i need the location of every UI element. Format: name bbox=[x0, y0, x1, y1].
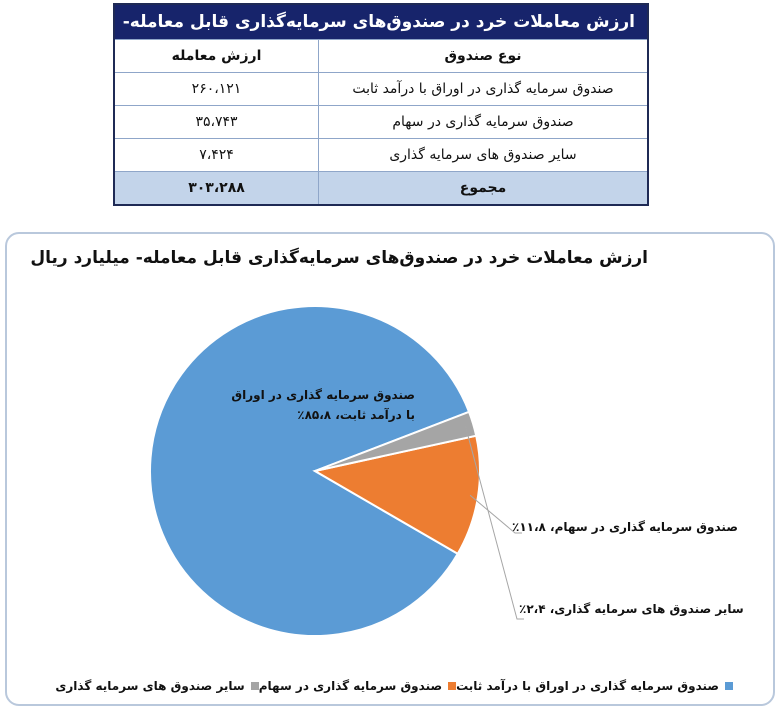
row-fund-type: صندوق سرمایه گذاری در اوراق با درآمد ثابت bbox=[318, 73, 647, 105]
slice-label-other-funds: سایر صندوق های سرمایه گذاری، ۲،۴٪ bbox=[519, 602, 744, 616]
total-value: ۳۰۳،۲۸۸ bbox=[188, 180, 245, 196]
legend-swatch bbox=[448, 682, 456, 690]
legend-item bbox=[456, 679, 733, 693]
legend-label: صندوق سرمایه گذاری در سهام bbox=[258, 679, 443, 693]
pie-chart bbox=[7, 234, 773, 704]
table-row bbox=[115, 138, 647, 171]
row-fund-type: صندوق سرمایه گذاری در سهام bbox=[318, 106, 647, 138]
table-total-row bbox=[115, 171, 647, 204]
table-row bbox=[115, 105, 647, 138]
header-trade-value: ارزش معامله bbox=[171, 48, 262, 64]
table-title: ارزش معاملات خرد در صندوق‌های سرمایه‌گذاری قابل معامله- میلیارد ریال bbox=[115, 5, 647, 39]
legend-item bbox=[259, 679, 456, 693]
legend-swatch bbox=[251, 682, 259, 690]
legend-label: صندوق سرمایه گذاری در اوراق با درآمد ثابت bbox=[456, 679, 719, 693]
chart-legend bbox=[55, 679, 733, 693]
row-trade-value: ۷،۴۲۴ bbox=[199, 147, 234, 163]
chart-card bbox=[5, 232, 775, 706]
chart-title: ارزش معاملات خرد در صندوق‌های سرمایه‌گذاری قابل معامله- میلیارد ریال bbox=[30, 248, 648, 268]
legend-item bbox=[55, 679, 258, 693]
total-label: مجموع bbox=[318, 172, 647, 204]
row-trade-value: ۳۵،۷۴۳ bbox=[195, 114, 238, 130]
fund-trade-table bbox=[113, 3, 649, 206]
slice-label-bond-fund: صندوق سرمایه گذاری در اوراق با درآمد ثابت، ۸۵،۸٪ bbox=[231, 388, 415, 422]
slice-label-stock-fund: صندوق سرمایه گذاری در سهام، ۱۱،۸٪ bbox=[512, 520, 738, 534]
table-header-row bbox=[115, 39, 647, 72]
table-row bbox=[115, 72, 647, 105]
row-trade-value: ۲۶۰،۱۲۱ bbox=[191, 81, 242, 97]
header-fund-type: نوع صندوق bbox=[318, 40, 647, 72]
legend-swatch bbox=[725, 682, 733, 690]
legend-label: سایر صندوق های سرمایه گذاری bbox=[55, 679, 245, 693]
row-fund-type: سایر صندوق های سرمایه گذاری bbox=[318, 139, 647, 171]
